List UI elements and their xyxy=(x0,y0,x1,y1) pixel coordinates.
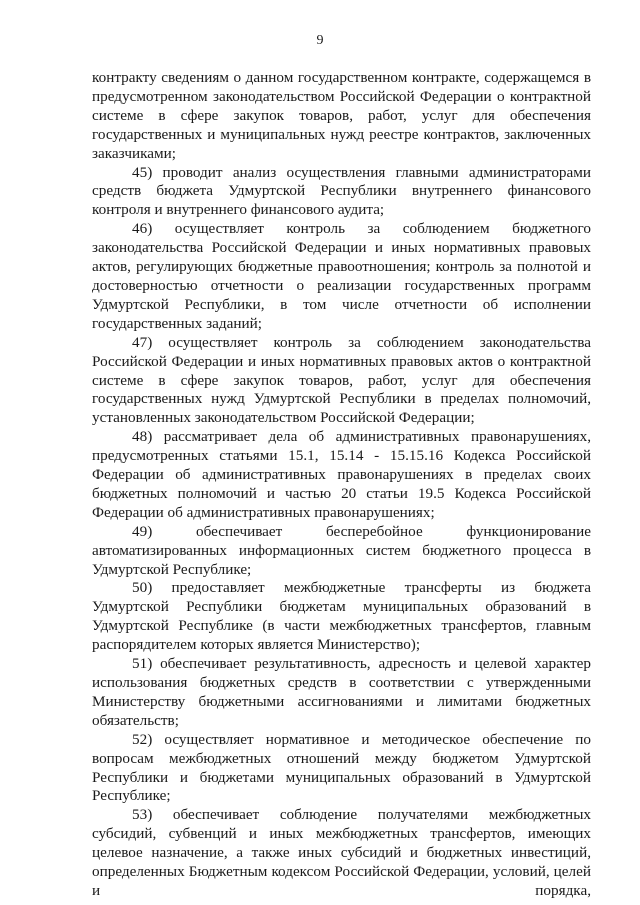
paragraph-item-48: 48) рассматривает дела об административных правонарушениях, предусмотренных статьями 15.1, 15.14 - 15.15.16 Кодекса Российской Федерации об административных правонарушениях в пределах своих бюджетных полномочий и частью 20 статьи 19.5 Кодекса Российской Федерации об административных правонарушениях; xyxy=(92,428,591,521)
document-body xyxy=(92,69,591,901)
paragraph-item-46: 46) осуществляет контроль за соблюдением бюджетного законодательства Российской Федерации и иных нормативных правовых актов, регулирующих бюджетные правоотношения; контроль за полнотой и достоверностью отчетности о реализации государственных программ Удмуртской Республики, в том числе отчетности об исполнении государственных заданий; xyxy=(92,220,591,332)
page-number: 9 xyxy=(316,33,324,48)
paragraph-item-51: 51) обеспечивает результативность, адресность и целевой характер использования бюджетных средств в соответствии с утвержденными Министерству бюджетными ассигнованиями и лимитами бюджетных обязательств; xyxy=(92,655,591,729)
paragraph-item-45: 45) проводит анализ осуществления главными администраторами средств бюджета Удмуртской Республики внутреннего финансового контроля и внутреннего финансового аудита; xyxy=(92,163,591,219)
paragraph-continuation: контракту сведениям о данном государственном контракте, содержащемся в предусмотренном законодательством Российской Федерации о контрактной системе в сфере закупок товаров, работ, услуг для обеспечения государственных и муниципальных нужд реестре контрактов, заключенных заказчиками; xyxy=(92,69,591,162)
paragraph-item-53: 53) обеспечивает соблюдение получателями межбюджетных субсидий, субвенций и иных межбюджетных трансфертов, имеющих целевое назначение, а также иных субсидий и бюджетных инвестиций, определенных Бюджетным кодексом Российской Федерации, условий, целей и порядка, xyxy=(92,806,591,899)
paragraph-item-52: 52) осуществляет нормативное и методическое обеспечение по вопросам межбюджетных отношений между бюджетом Удмуртской Республики и бюджетами муниципальных образований в Удмуртской Республике; xyxy=(92,730,591,805)
paragraph-item-49: 49) обеспечивает бесперебойное функционирование автоматизированных информационных систем бюджетного процесса в Удмуртской Республике; xyxy=(92,522,591,578)
paragraph-item-50: 50) предоставляет межбюджетные трансферты из бюджета Удмуртской Республики бюджетам муниципальных образований в Удмуртской Республике (в части межбюджетных трансфертов, главным распорядителем которых является Министерство); xyxy=(92,579,591,654)
paragraph-item-47: 47) осуществляет контроль за соблюдением законодательства Российской Федерации и иных нормативных правовых актов о контрактной системе в сфере закупок товаров, работ, услуг для обеспечения государственных нужд Удмуртской Республики в пределах полномочий, установленных законодательством Российской Федерации; xyxy=(92,333,591,427)
